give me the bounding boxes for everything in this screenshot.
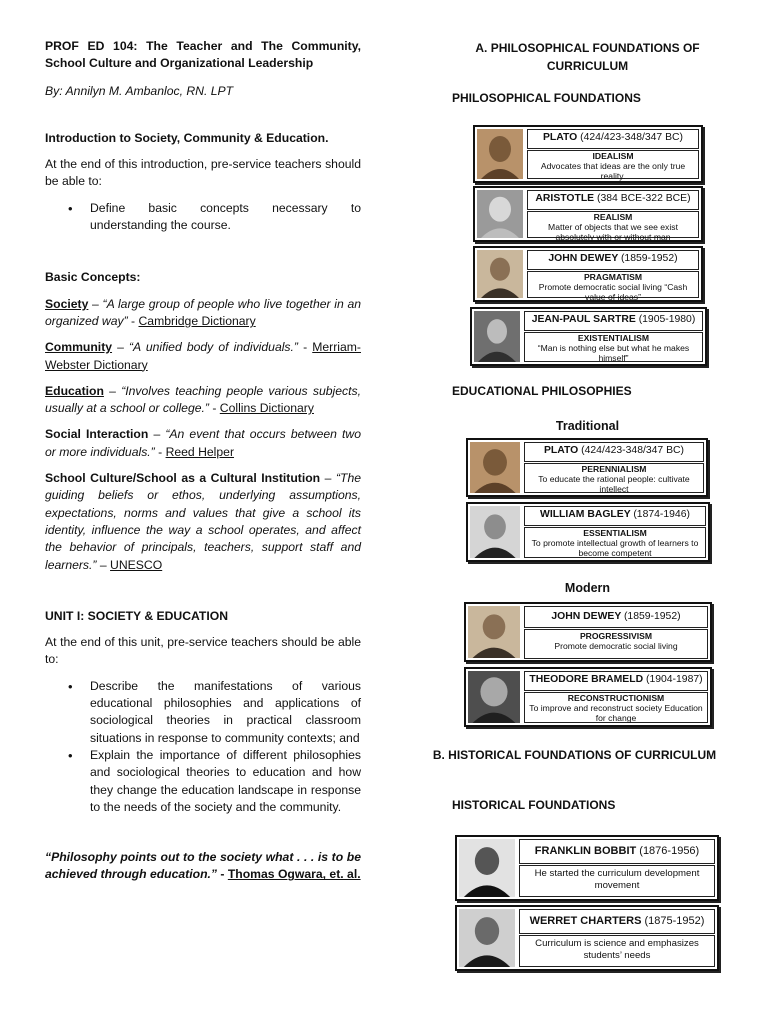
historian-card-bobbit (455, 835, 719, 901)
portrait-icon (468, 606, 520, 658)
section-b-heading: B. HISTORICAL FOUNDATIONS OF CURRICULUM (432, 748, 717, 762)
years-text: (424/423-348/347 BC) (580, 132, 683, 143)
years-text: (424/423-348/347 BC) (581, 445, 684, 456)
list-item: • Explain the importance of different philosophies and sociological theories to education and how they change the education landscape in response to the needs of the society and the community. (90, 747, 361, 816)
philosophy-description: To promote intellectual growth of learners to become competent (531, 538, 699, 558)
philosopher-name (527, 129, 699, 149)
years-text: (1859-1952) (623, 611, 681, 622)
portrait-photo (459, 839, 515, 897)
concept-definition: “A large group of people who live together in an organized way” (45, 296, 361, 328)
concept-source: UNESCO (110, 557, 163, 572)
philosopher-card-bagley (466, 502, 710, 562)
concept-source: Collins Dictionary (219, 401, 314, 416)
years-text: (1876-1956) (639, 845, 700, 857)
name-text: WERRET CHARTERS (529, 915, 642, 927)
contribution-box (519, 935, 715, 967)
portrait-photo (477, 190, 523, 238)
unit-text: At the end of this unit, pre-service teachers should be able to: (45, 635, 361, 667)
intro-bullet-list (45, 200, 361, 235)
concept-social-interaction (45, 426, 361, 461)
concept-sep: – (148, 427, 166, 442)
intro-text: At the end of this introduction, pre-service teachers should be able to: (45, 157, 361, 189)
portrait-photo (470, 506, 520, 558)
years-text: (1859-1952) (620, 253, 678, 264)
concept-dash: - (297, 340, 313, 355)
concept-dash: - (127, 313, 139, 328)
section-a-heading: A. PHILOSOPHICAL FOUNDATIONS OF CURRICULUM (475, 41, 700, 73)
concept-definition: “The guiding beliefs or ethos, underlying assumptions, expectations, norms and values that give a school its identity, influence the way a school operates, and affect the behavior of principals, teachers, support staff and learners.” (45, 471, 361, 572)
closing-quote (45, 849, 361, 884)
concept-community (45, 339, 361, 374)
intro-heading: Introduction to Society, Community & Education. (45, 130, 329, 145)
portrait-photo (468, 606, 520, 658)
philosophy-category: PERENNIALISM (581, 464, 647, 474)
portrait-photo (459, 909, 515, 967)
philosophy-category: IDEALISM (592, 151, 634, 161)
philosopher-name (527, 190, 699, 210)
traditional-label: Traditional (555, 419, 620, 433)
portrait-icon (459, 839, 515, 897)
historian-name (519, 909, 715, 934)
quote-dash: - (217, 867, 228, 882)
historian-name (519, 839, 715, 864)
concept-term: Community (45, 340, 113, 355)
concept-definition: “A unified body of individuals.” (129, 340, 298, 355)
list-item: • Describe the manifestations of various educational philosophies and applications of sociological theories in practical classroom situations in response to community contexts; and (90, 678, 361, 747)
concept-term: Social Interaction (45, 427, 149, 442)
years-text: (1905-1980) (638, 314, 696, 325)
concept-dash: - (208, 401, 220, 416)
name-text: JEAN-PAUL SARTRE (531, 314, 636, 325)
philosopher-name (524, 442, 704, 462)
modern-label: Modern (564, 581, 611, 595)
philosophy-category: EXISTENTIALISM (577, 333, 650, 343)
concept-term: Education (45, 383, 104, 398)
concept-source: Merriam-Webster Dictionary (45, 340, 361, 372)
educational-philosophies-heading: EDUCATIONAL PHILOSOPHIES (452, 384, 632, 398)
years-text: (1875-1952) (644, 915, 705, 927)
name-text: JOHN DEWEY (548, 253, 619, 264)
philosophy-box (524, 629, 708, 659)
philosophy-description: To educate the rational people: cultivate intellect (538, 474, 690, 494)
concept-definition: “Involves teaching people various subjects, usually at a school or college.” (45, 383, 361, 416)
portrait-photo (468, 671, 520, 723)
philosophy-box (524, 527, 706, 558)
philosopher-card-dewey-progressivism (464, 602, 712, 662)
quote-source: Thomas Ogwara, et. al. (227, 867, 361, 882)
philosopher-card-plato-perennialism (466, 438, 708, 497)
philosophy-description: To improve and reconstruct society Education for change (529, 703, 703, 723)
philosophy-description: “Man is nothing else but what he makes himself” (537, 343, 690, 363)
philosopher-name (524, 311, 703, 331)
contribution-description: He started the curriculum development movement (534, 868, 700, 891)
portrait-icon (470, 442, 520, 493)
list-item: • Define basic concepts necessary to understanding the course. (90, 200, 361, 235)
concept-school-culture (45, 470, 361, 574)
philosophy-description: Promote democratic social living (554, 641, 678, 651)
philosophy-box (524, 332, 703, 362)
philosopher-card-dewey (473, 246, 703, 302)
philosopher-name (524, 606, 708, 628)
philosopher-name (524, 671, 708, 691)
philosophy-box (524, 463, 704, 493)
name-text: THEODORE BRAMELD (529, 674, 644, 685)
concept-society (45, 296, 361, 331)
philosophy-box (524, 692, 708, 723)
concept-term: Society (45, 296, 89, 311)
unit-bullet-list (45, 678, 361, 816)
basic-concepts-heading: Basic Concepts: (45, 270, 141, 285)
years-text: (1904-1987) (645, 674, 703, 685)
concept-definition: “An event that occurs between two or more individuals.” (45, 427, 361, 459)
portrait-photo (477, 250, 523, 298)
name-text: FRANKLIN BOBBIT (534, 845, 637, 857)
philosophy-description: Promote democratic social living “Cash value of ideas” (538, 282, 688, 302)
philosophy-box (527, 211, 699, 242)
contribution-description: Curriculum is science and emphasizes students’ needs (535, 938, 699, 961)
years-text: (1874-1946) (633, 509, 690, 520)
historical-foundations-heading: HISTORICAL FOUNDATIONS (452, 798, 616, 812)
portrait-icon (474, 311, 520, 362)
concept-sep: – (112, 340, 129, 355)
philosophy-description: Advocates that ideas are the only true reality. (540, 161, 686, 181)
philosophy-category: PROGRESSIVISM (579, 631, 653, 641)
philosophy-box (527, 271, 699, 302)
concept-sep: – (103, 383, 122, 398)
portrait-icon (459, 909, 515, 967)
philosopher-card-brameld (464, 667, 712, 727)
historian-card-charters (455, 905, 719, 971)
portrait-icon (468, 671, 520, 723)
left-column (45, 38, 361, 884)
philosophy-category: ESSENTIALISM (583, 528, 647, 538)
name-text: WILLIAM BAGLEY (540, 509, 631, 520)
philosopher-card-sartre (470, 307, 707, 366)
name-text: ARISTOTLE (535, 193, 595, 204)
unit-heading: UNIT I: SOCIETY & EDUCATION (45, 608, 229, 623)
concept-sep: – (88, 296, 103, 311)
philosophical-foundations-heading: PHILOSOPHICAL FOUNDATIONS (452, 91, 641, 105)
philosophy-box (527, 150, 699, 179)
portrait-icon (470, 506, 520, 558)
portrait-photo (477, 129, 523, 179)
author-line: By: Annilyn M. Ambanloc, RN. LPT (45, 83, 234, 98)
philosopher-name (524, 506, 706, 526)
philosophy-category: PRAGMATISM (583, 272, 643, 282)
portrait-icon (477, 190, 523, 238)
concept-term: School Culture/School as a Cultural Institution (45, 471, 321, 486)
portrait-photo (474, 311, 520, 362)
philosophy-category: REALISM (593, 212, 633, 222)
concept-sep: – (320, 471, 336, 486)
philosopher-card-plato (473, 125, 703, 183)
concept-source: Cambridge Dictionary (138, 313, 256, 328)
philosopher-name (527, 250, 699, 270)
portrait-photo (470, 442, 520, 493)
concept-source: Reed Helper (165, 444, 235, 459)
quote-text: “Philosophy points out to the society what . . . is to be achieved through education.” (45, 850, 361, 882)
concept-dash: - (154, 444, 166, 459)
document-title: PROF ED 104: The Teacher and The Community, School Culture and Organizational Leadership (45, 39, 361, 71)
name-text: PLATO (544, 445, 579, 456)
philosophy-description: Matter of objects that we see exist absolutely with or without man (548, 222, 678, 242)
philosopher-card-aristotle (473, 186, 703, 242)
contribution-box (519, 865, 715, 897)
philosophy-category: RECONSTRUCTIONISM (567, 693, 665, 703)
portrait-icon (477, 129, 523, 179)
name-text: PLATO (543, 132, 578, 143)
name-text: JOHN DEWEY (551, 611, 622, 622)
concept-education (45, 383, 361, 418)
portrait-icon (477, 250, 523, 298)
years-text: (384 BCE-322 BCE) (597, 193, 691, 204)
concept-dash: – (96, 557, 111, 572)
